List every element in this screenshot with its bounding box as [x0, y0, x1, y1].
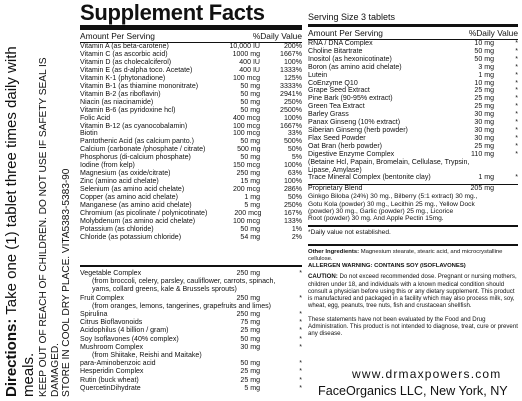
ingredient-row-daily-value: * — [515, 40, 518, 47]
nutrient-row-amount: 400 IU — [239, 66, 260, 74]
right-rows — [308, 40, 518, 182]
nutrient-row-amount: 50 mg — [240, 138, 260, 146]
daily-value-header: %Daily Value — [252, 31, 302, 41]
ingredient-row-daily-value: * — [515, 47, 518, 55]
ingredient-row — [308, 135, 518, 143]
allergen-warning: ALLERGEN WARNING: CONTAINS SOY (ISOFLAVONES) — [308, 263, 466, 270]
fda-statement: These statements have not been evaluated by the Food and Drug Administration. This product is not intended to diagnose, treat, cure or prevent any disease. — [308, 315, 518, 338]
blend-row-name: Fruit Complex — [80, 294, 124, 302]
ingredient-row-name: Barley Grass — [308, 111, 349, 119]
blend-row-amount: 30 mg — [240, 343, 260, 351]
nutrient-row-name: Vitamin A (as beta-carotene) — [80, 43, 169, 50]
ingredient-row — [308, 111, 518, 119]
blend-panel — [80, 265, 302, 393]
prop-line-4: Root (powder) 30 mg. And Apple Pectin 15mg. — [308, 215, 444, 223]
ingredient-row-name: Lutein — [308, 71, 328, 79]
nutrient-row-daily-value: 250% — [283, 202, 302, 210]
blend-row-name: Vegetable Complex — [80, 270, 142, 277]
blend-row-name: (from broccoli, celery, parsley, cauliflower, carrots, spinach, — [92, 278, 276, 286]
prop-line-3: (powder) 30 mg., Garlic (powder) 25 mg., Licorice — [308, 208, 454, 216]
ingredient-row-amount: 25 mg — [474, 142, 494, 150]
proprietary-blend-amount: 205 mg — [470, 185, 494, 193]
nutrient-row — [80, 226, 302, 234]
blend-row-daily-value: * — [299, 311, 302, 319]
right-amount-header: Amount Per Serving — [308, 28, 383, 38]
blend-row-daily-value — [274, 286, 302, 294]
ingredient-row-amount: 25 mg — [474, 103, 494, 111]
ingredient-row-name: Pine Bark (90-95% extract) — [308, 95, 393, 103]
blend-row-amount — [271, 303, 289, 311]
ingredient-row-amount: 30 mg — [474, 126, 494, 134]
blend-row-amount: 25 mg — [240, 368, 260, 376]
nutrient-row-daily-value: 1333% — [280, 66, 302, 74]
ingredient-row-daily-value: * — [515, 119, 518, 127]
proprietary-blend-name: Proprietary Blend — [308, 185, 363, 193]
blend-row — [80, 377, 302, 385]
blend-row-daily-value: * — [299, 335, 302, 343]
blend-row-daily-value — [291, 278, 302, 286]
nutrient-row — [80, 178, 302, 186]
nutrient-row-daily-value: 200% — [283, 43, 302, 50]
nutrient-row-amount: 50 mg — [240, 82, 260, 90]
nutrient-row-daily-value: 1% — [291, 225, 302, 233]
ingredient-row-name: Choline Bitartrate — [308, 47, 363, 55]
blend-row-name: (from oranges, lemons, tangerines, grapefruits and limes) — [92, 302, 271, 310]
nutrient-row-daily-value: 3333% — [280, 82, 302, 90]
blend-row-name: Citrus Bioflavonoids — [80, 319, 143, 327]
blend-row-daily-value: * — [299, 327, 302, 335]
ingredient-row-name: Panax Ginseng (10% extract) — [308, 119, 401, 127]
nutrient-row-name: Iodine (from kelp) — [80, 162, 135, 170]
blend-row-name: Spirulina — [80, 311, 108, 319]
nutrient-row — [80, 194, 302, 202]
nutrient-row — [80, 234, 302, 242]
blend-row-amount: 50 mg — [240, 360, 260, 368]
blend-row — [80, 278, 302, 286]
blend-row-amount: 5 mg — [244, 384, 260, 392]
nutrient-row — [80, 99, 302, 107]
nutrient-row-daily-value: 167% — [283, 210, 302, 218]
ingredient-row — [308, 56, 518, 64]
blend-row-amount: 25 mg — [240, 376, 260, 384]
nutrient-row — [80, 162, 302, 170]
ingredient-row-daily-value: * — [515, 174, 518, 182]
blend-rows — [80, 270, 302, 393]
nutrient-row-daily-value: 100% — [283, 114, 302, 122]
ingredient-row — [308, 167, 518, 175]
nutrient-row-amount: 100 mcg — [232, 130, 260, 138]
nutrient-row-amount: 400 mcg — [232, 114, 260, 122]
nutrient-row-name: Zinc (amino acid chelate) — [80, 178, 159, 186]
nutrient-row-amount: 5 mg — [244, 202, 260, 210]
ingredient-row-name: Grape Seed Extract — [308, 87, 370, 95]
blend-row — [80, 295, 302, 303]
side-panel — [0, 0, 76, 401]
blend-row — [80, 385, 302, 393]
supplement-facts-title: Supplement Facts — [80, 0, 265, 25]
prop-line-1: Ginkgo Biloba (24%) 30 mg., Bilberry (5:1 extract) 30 mg., — [308, 193, 478, 201]
nutrient-row-amount: 54 mg — [240, 233, 260, 241]
nutrient-row-daily-value: 2500% — [280, 106, 302, 114]
ingredient-row — [308, 151, 518, 159]
warning-line-1: KEEP OUT OF REACH OF CHILDREN. DO NOT USE IF SAFETY SEAL IS DAMAGED. — [38, 57, 61, 397]
blend-row — [80, 360, 302, 368]
blend-row-name: Mushroom Complex — [80, 343, 144, 351]
blend-row-amount: 75 mg — [240, 319, 260, 327]
blend-row-daily-value — [260, 352, 302, 360]
ingredient-row-daily-value: * — [515, 95, 518, 103]
ingredient-row-amount — [469, 159, 500, 167]
nutrient-row-name: Vitamin E (as d-alpha toco. Acetate) — [80, 66, 193, 74]
nutrient-row-daily-value: 286% — [283, 186, 302, 194]
serving-size: Serving Size 3 tablets — [308, 11, 518, 27]
ingredient-row — [308, 72, 518, 80]
right-header — [308, 27, 518, 40]
nutrient-row-name: Vitamin C (as ascorbic acid) — [80, 50, 168, 58]
blend-row — [80, 286, 302, 294]
nutrient-row-daily-value: 33% — [287, 130, 302, 138]
blend-row-amount: 25 mg — [240, 327, 260, 335]
nutrient-row-daily-value: 1667% — [280, 50, 302, 58]
ingredient-row-amount: 1 mg — [478, 71, 494, 79]
nutrient-row — [80, 83, 302, 91]
directions-label: Directions: — [3, 318, 20, 397]
nutrient-row-amount: 1000 mg — [232, 50, 260, 58]
blend-row-name: QuercetinDihydrate — [80, 384, 141, 392]
nutrient-row — [80, 75, 302, 83]
nutrient-row — [80, 210, 302, 218]
blend-row-daily-value: * — [299, 360, 302, 368]
nutrient-row-name: Vitamin B-12 (as cyanocobalamin) — [80, 122, 188, 130]
ingredient-row-amount: 25 mg — [474, 87, 494, 95]
nutrient-row-daily-value: 133% — [283, 217, 302, 225]
ingredient-row — [308, 95, 518, 103]
nutrient-row-daily-value: 250% — [283, 98, 302, 106]
nutrient-row-daily-value: 100% — [283, 162, 302, 170]
nutrient-row-daily-value: 2941% — [280, 90, 302, 98]
supplement-facts-panel — [80, 1, 302, 242]
ingredient-row-name: Lipase, Amylase) — [308, 166, 362, 174]
ingredient-row-name: Flax Seed Powder — [308, 134, 366, 142]
website-url: www.drmaxpowers.com — [352, 367, 502, 381]
blend-row-amount: 250 mg — [236, 294, 260, 302]
nutrient-row-amount: 10,000 IU — [229, 43, 260, 50]
nutrient-row-name: Selenium (as amino acid chelate) — [80, 186, 185, 194]
other-ingredients-text: Magnesium stearate, stearic acid, and microcrystalline cellulose. — [308, 249, 503, 263]
other-ingredients-label: Other Ingredients: — [308, 249, 360, 256]
ingredient-row-amount: 30 mg — [474, 134, 494, 142]
ingredient-row-daily-value: * — [515, 111, 518, 119]
ingredient-row-daily-value: * — [515, 71, 518, 79]
nutrient-row-daily-value: 5% — [291, 154, 302, 162]
right-daily-value-header: %Daily Value — [468, 28, 518, 38]
blend-row — [80, 319, 302, 327]
ingredient-row-name: Oat Bran (herb powder) — [308, 142, 383, 150]
facts-header — [80, 25, 302, 43]
ingredient-row-daily-value: * — [515, 63, 518, 71]
nutrient-row-amount: 150 mcg — [232, 162, 260, 170]
ingredient-row-daily-value: * — [515, 150, 518, 158]
ingredient-row-daily-value — [500, 159, 518, 167]
nutrient-row-name: Niacin (as niacinamide) — [80, 98, 154, 106]
nutrient-row-amount: 400 IU — [239, 58, 260, 66]
ingredient-row-daily-value: * — [515, 79, 518, 87]
nutrient-row — [80, 170, 302, 178]
nutrient-row-amount: 200 mcg — [232, 186, 260, 194]
ingredient-row — [308, 48, 518, 56]
right-panel — [308, 11, 518, 338]
other-ingredients — [308, 249, 518, 263]
blend-row — [80, 311, 302, 319]
nutrient-row-name: Vitamin B-2 (as riboflavin) — [80, 90, 161, 98]
ingredient-row-daily-value: * — [515, 142, 518, 150]
ingredient-row-amount: 50 mg — [474, 47, 494, 55]
ingredient-row-amount: 50 mg — [474, 55, 494, 63]
blend-row-name: Rutin (buck wheat) — [80, 376, 139, 384]
nutrient-row-name: Biotin — [80, 130, 98, 138]
ingredient-row-name: Siberian Ginseng (herb powder) — [308, 126, 408, 134]
ingredient-row — [308, 80, 518, 88]
ingredient-row-daily-value: * — [515, 103, 518, 111]
nutrient-row — [80, 91, 302, 99]
nutrient-row — [80, 154, 302, 162]
nutrient-row-daily-value: 2% — [291, 233, 302, 241]
blend-row-name: Hesperidin Complex — [80, 368, 144, 376]
blend-row-name: para-Aminobenzoic acid — [80, 360, 156, 368]
nutrient-row-name: Manganese (as amino acid chelate) — [80, 202, 192, 210]
ingredient-row-daily-value — [494, 167, 518, 175]
blend-row-amount — [275, 278, 290, 286]
nutrient-row-daily-value: 1667% — [280, 122, 302, 130]
nutrient-row-daily-value: 50% — [287, 146, 302, 154]
nutrient-row — [80, 51, 302, 59]
blend-row-daily-value: * — [299, 294, 302, 302]
nutrient-row-name: Calcium (carbonate /phosphate / citrate) — [80, 146, 206, 154]
ingredient-row-amount: 30 mg — [474, 111, 494, 119]
nutrient-row-name: Vitamin D (as cholecalciferol) — [80, 58, 172, 66]
blend-row — [80, 344, 302, 352]
ingredient-row-name: Green Tea Extract — [308, 103, 365, 111]
ingredient-row-name: CoEnzyme Q10 — [308, 79, 358, 87]
ingredient-row-daily-value: * — [515, 126, 518, 134]
side-panel-text — [0, 0, 76, 401]
nutrient-row-name: Chloride (as potassium chloride) — [80, 233, 182, 241]
blend-row-daily-value — [289, 303, 302, 311]
ingredient-row-amount: 10 mg — [474, 79, 494, 87]
ingredient-row-name: Inositol (as hexonicotinate) — [308, 55, 392, 63]
nutrient-row-daily-value: 100% — [283, 178, 302, 186]
blend-row-name: Acidophilus (4 billion / gram) — [80, 327, 169, 335]
nutrient-row-amount: 50 mg — [240, 98, 260, 106]
ingredient-row-daily-value: * — [515, 55, 518, 63]
nutrient-row-name: Copper (as amino acid chelate) — [80, 194, 178, 202]
nutrient-row-name: Molybdenum (as amino acid chelate) — [80, 217, 196, 225]
ingredient-row — [308, 127, 518, 135]
amount-per-serving-header: Amount Per Serving — [80, 31, 155, 41]
nutrient-row — [80, 130, 302, 138]
nutrient-row-daily-value: 500% — [283, 138, 302, 146]
ingredient-row — [308, 119, 518, 127]
blend-row — [80, 368, 302, 376]
nutrient-row-amount: 500 mg — [237, 146, 261, 154]
nutrient-row — [80, 67, 302, 75]
not-established-note: *Daily value not established. — [308, 228, 391, 236]
ingredient-row-name: Trace Mineral Complex (bentonite clay) — [308, 174, 431, 182]
blend-row-name: Soy Isoflavones (40% complex) — [80, 335, 179, 343]
nutrient-row-daily-value: 50% — [287, 194, 302, 202]
blend-row-daily-value: * — [299, 270, 302, 277]
nutrient-row-name: Pantothenic Acid (as calcium panto.) — [80, 138, 194, 146]
ingredient-row-name: Digestive Enzyme Complex — [308, 150, 395, 158]
nutrient-row — [80, 115, 302, 123]
prop-line-2: Gotu Kola (powder) 30 mg., Lecithin 25 mg., Yellow Dock — [308, 200, 475, 208]
warning-line-2: STORE IN COOL DRY PLACE. VITA5383-5383-90 — [61, 168, 73, 397]
ingredient-row — [308, 174, 518, 182]
facts-rows — [80, 43, 302, 242]
blend-row — [80, 327, 302, 335]
company-name: FaceOrganics LLC, New York, NY — [318, 384, 508, 398]
blend-row — [80, 270, 302, 278]
ingredient-row-name: (Betaine Hcl, Papain, Bromelain, Cellulase, Trypsin, — [308, 158, 470, 166]
blend-row-daily-value: * — [299, 376, 302, 384]
nutrient-row-daily-value: 63% — [287, 170, 302, 178]
nutrient-row — [80, 59, 302, 67]
nutrient-row-amount: 50 mg — [240, 154, 260, 162]
nutrient-row-amount: 50 mg — [240, 90, 260, 98]
blend-row-amount: 50 mg — [240, 335, 260, 343]
ingredient-row — [308, 40, 518, 48]
caution-body: Do not exceed recommended dose. Pregnant or nursing mothers, children under 18, and individuals with a known medical condition should consult a physician before using this or any dietary supplement. This product is manufactured and packaged in a facility which may also process milk, soy, wheat, egg, peanuts, tree nuts, fish and crustacean shellfish. — [308, 273, 517, 310]
nutrient-row-amount: 15 mg — [240, 178, 260, 186]
nutrient-row-daily-value: 125% — [283, 74, 302, 82]
ingredient-row — [308, 103, 518, 111]
ingredient-row — [308, 159, 518, 167]
nutrient-row-amount: 100 mcg — [232, 217, 260, 225]
blend-row-amount: 250 mg — [236, 311, 260, 319]
nutrient-row-amount: 100 mcg — [232, 122, 260, 130]
caution-label: CAUTION: — [308, 273, 338, 281]
divider — [308, 244, 518, 246]
ingredient-row-name: RNA / DNA Complex — [308, 40, 373, 47]
nutrient-row-amount: 100 mcg — [232, 74, 260, 82]
ingredient-row-name: Boron (as amino acid chelate) — [308, 63, 402, 71]
blend-row-daily-value: * — [299, 384, 302, 392]
ingredient-row — [308, 87, 518, 95]
ingredient-row-amount: 10 mg — [474, 40, 494, 47]
ingredient-row-amount: 25 mg — [474, 95, 494, 103]
directions-text: Take one (1) tablet three times daily with meals. — [3, 46, 37, 397]
ingredient-row-daily-value: * — [515, 87, 518, 95]
blend-row-daily-value: * — [299, 343, 302, 351]
blend-row-daily-value: * — [299, 319, 302, 327]
ingredient-row-daily-value: * — [515, 134, 518, 142]
caution-text — [308, 273, 518, 309]
nutrient-row-name: Vitamin K-1 (phytonadione) — [80, 74, 166, 82]
nutrient-row — [80, 186, 302, 194]
ingredient-row — [308, 64, 518, 72]
nutrient-row-amount: 1 mg — [244, 194, 260, 202]
directions — [3, 6, 37, 397]
blend-row-name: yams, collard greens, kale & Brussels sprouts) — [92, 286, 237, 294]
nutrient-row — [80, 43, 302, 51]
nutrient-row-name: Magnesium (as oxide/citrate) — [80, 170, 171, 178]
nutrient-row-name: Folic Acid — [80, 114, 111, 122]
nutrient-row-name: Phosphorus (di-calcium phosphate) — [80, 154, 191, 162]
blend-row-name: (from Shiitake, Reishi and Maitake) — [92, 352, 202, 360]
blend-row-daily-value: * — [299, 368, 302, 376]
nutrient-row-daily-value: 100% — [283, 58, 302, 66]
ingredient-row-amount: 30 mg — [474, 119, 494, 127]
nutrient-row-name: Vitamin B-6 (as pyridoxine hcl) — [80, 106, 176, 114]
blend-row-amount — [237, 286, 274, 294]
nutrient-row — [80, 218, 302, 226]
nutrient-row-amount: 200 mcg — [234, 210, 262, 218]
nutrient-row-amount: 50 mg — [240, 106, 260, 114]
blend-row — [80, 352, 302, 360]
divider — [308, 225, 518, 227]
nutrient-row-amount: 50 mg — [240, 225, 260, 233]
nutrient-row — [80, 202, 302, 210]
ingredient-row-amount: 110 mg — [471, 150, 494, 158]
nutrient-row — [80, 138, 302, 146]
ingredient-row-amount: 3 mg — [478, 63, 494, 71]
nutrient-row — [80, 146, 302, 154]
blend-row — [80, 303, 302, 311]
ingredient-row — [308, 143, 518, 151]
blend-row-amount: 250 mg — [236, 270, 260, 277]
nutrient-row-name: Chromium (as picolinate / polynicotinate) — [80, 210, 208, 218]
ingredient-row-amount — [452, 167, 494, 175]
nutrient-row-name: Potassium (as chloride) — [80, 225, 154, 233]
proprietary-blend-row — [308, 185, 518, 193]
blend-row — [80, 336, 302, 344]
nutrient-row-name: Vitamin B-1 (as thiamine mononitrate) — [80, 82, 199, 90]
blend-row-amount — [204, 352, 260, 360]
nutrient-row — [80, 123, 302, 131]
nutrient-row-amount: 250 mg — [236, 170, 260, 178]
ingredient-row-amount: 1 mg — [478, 174, 494, 182]
nutrient-row — [80, 107, 302, 115]
